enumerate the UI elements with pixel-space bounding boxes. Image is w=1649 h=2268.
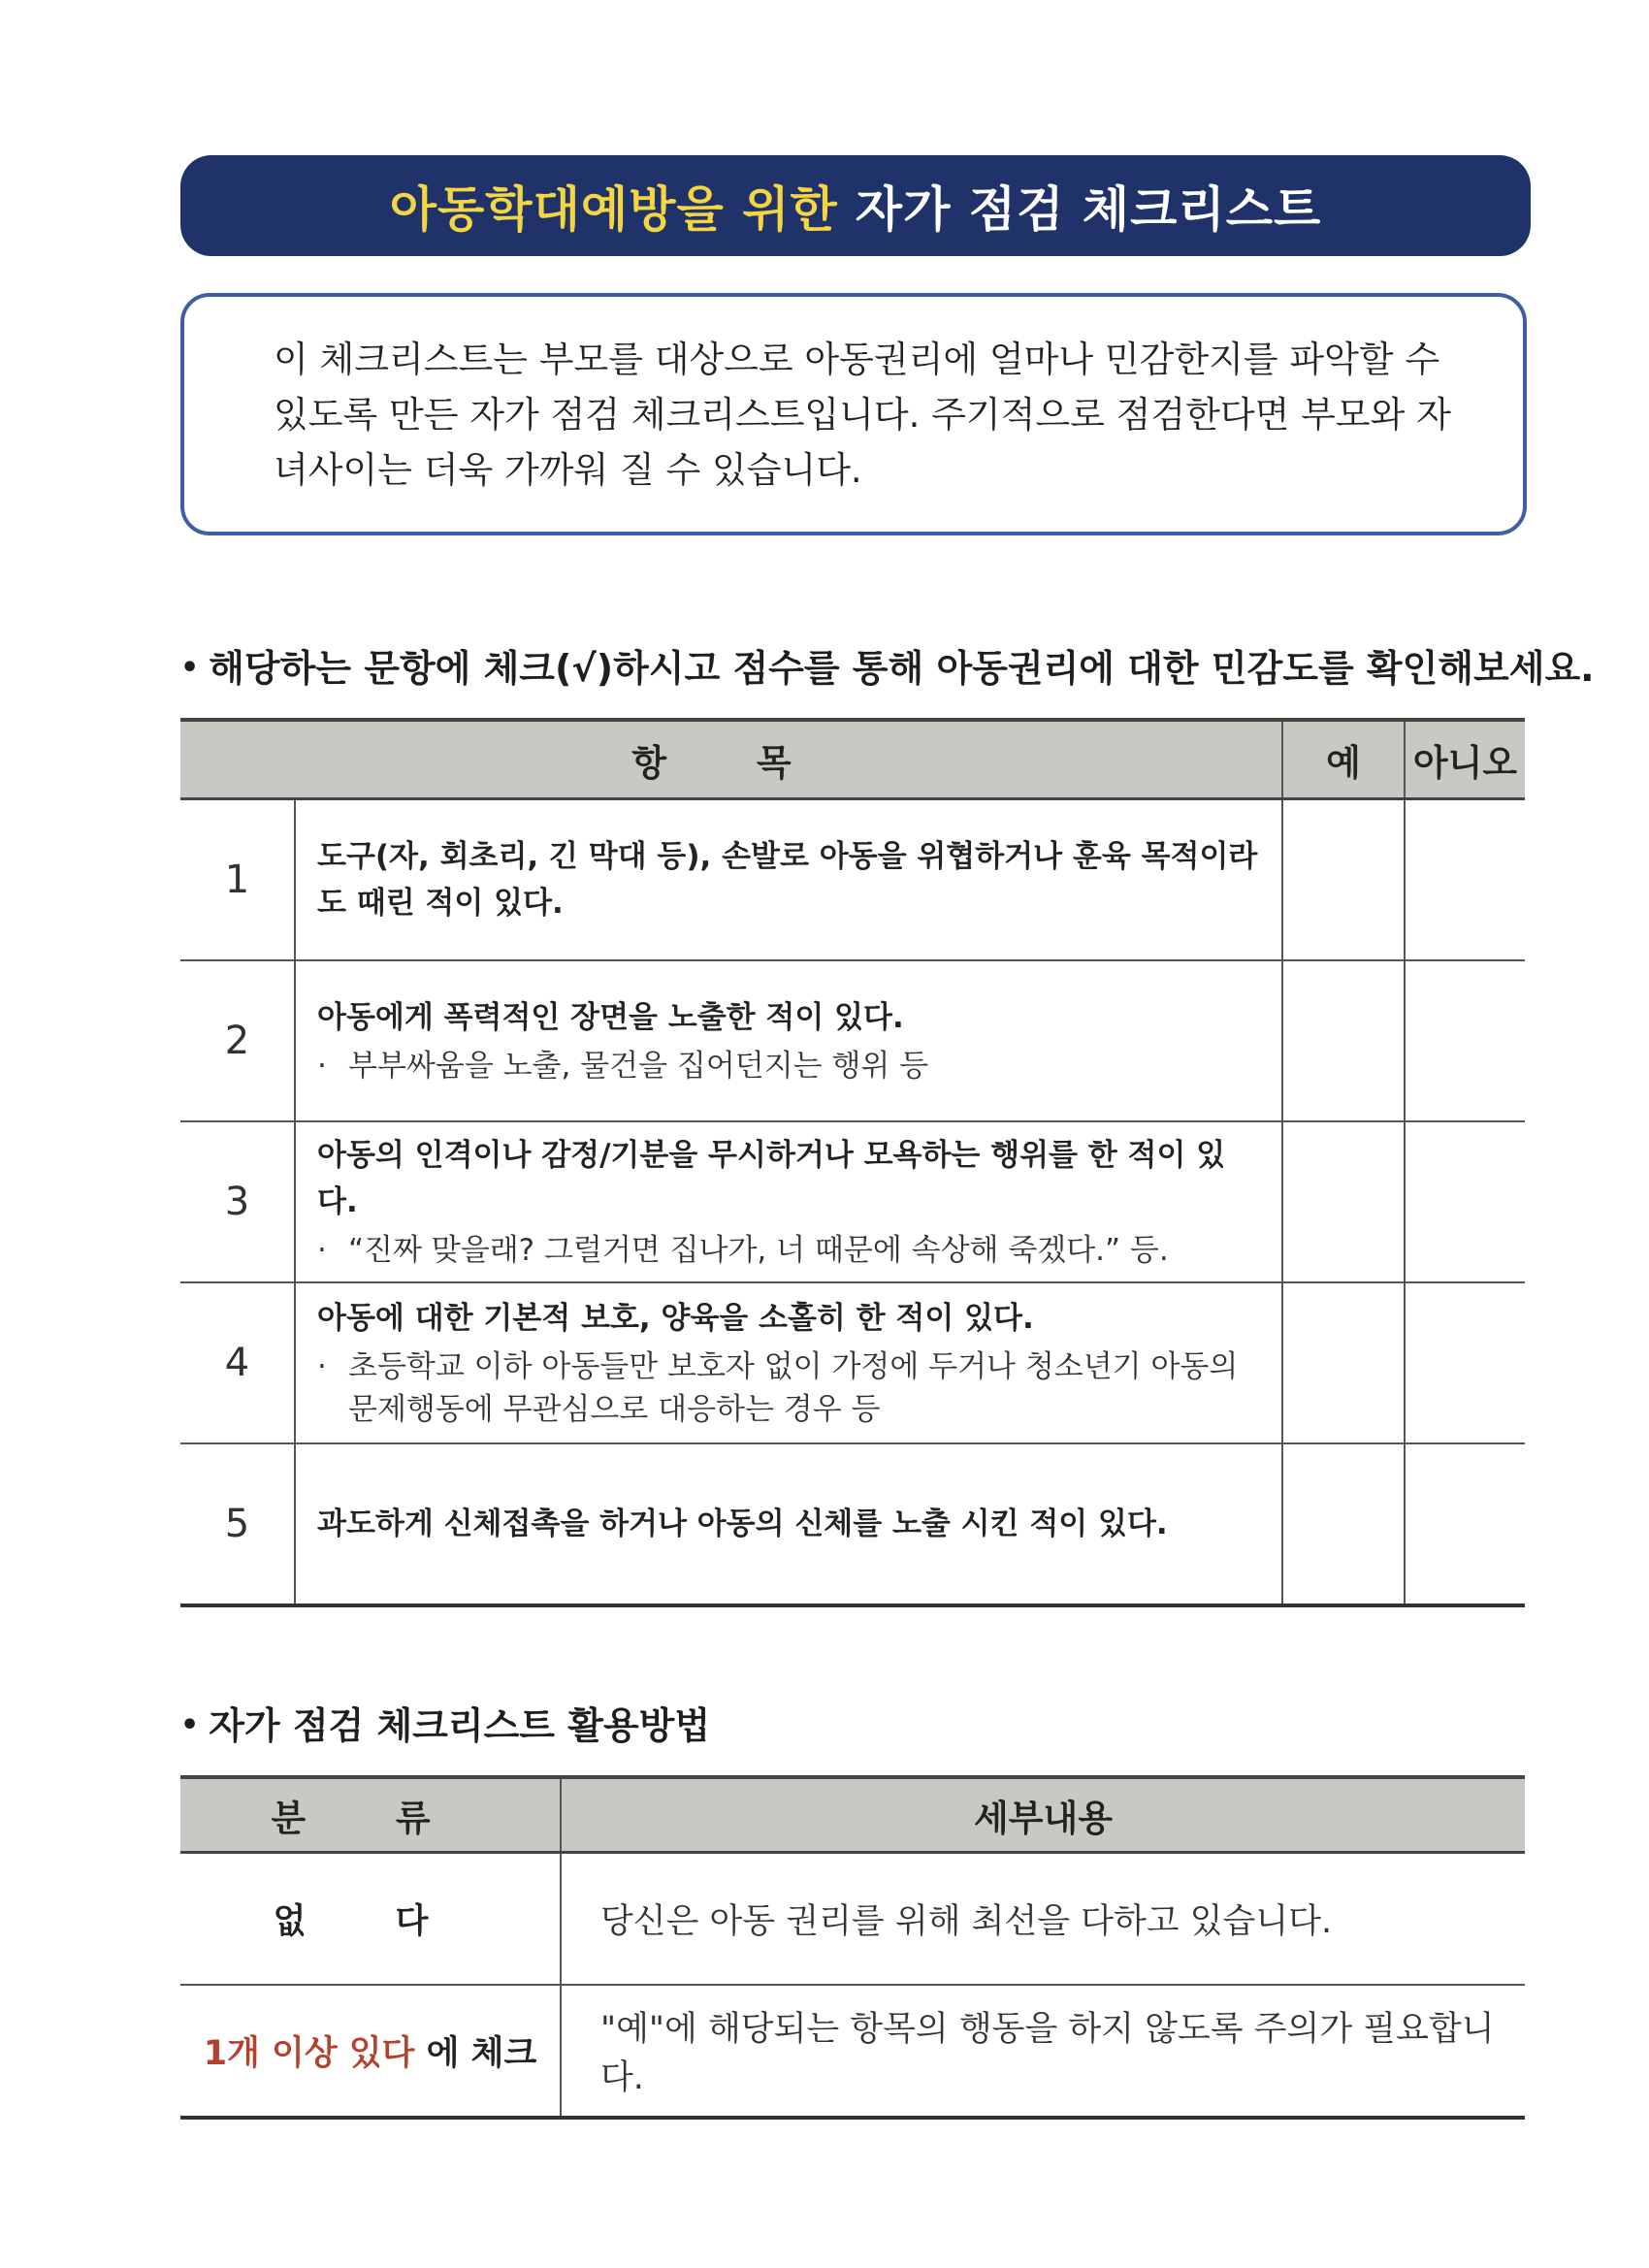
table-row <box>180 799 1525 961</box>
no-check-cell[interactable] <box>1405 1443 1525 1605</box>
header-item: 항 목 <box>180 720 1282 799</box>
header-no: 아니오 <box>1405 720 1525 799</box>
row-item <box>295 960 1282 1121</box>
row-item <box>295 1443 1282 1605</box>
header-category: 분 류 <box>180 1777 561 1853</box>
item-sub: · 부부싸움을 노출, 물건을 집어던지는 행위 등 <box>317 1049 929 1084</box>
row-number: 3 <box>180 1121 295 1282</box>
instruction-text: 해당하는 문항에 체크(√)하시고 점수를 통해 아동권리에 대한 민감도를 확인해보세요. <box>209 647 1595 690</box>
row-number: 5 <box>180 1443 295 1605</box>
category-red-text: 1개 이상 있다 <box>203 2034 415 2073</box>
detail-cell: "예"에 해당되는 항목의 행동을 하지 않도록 주의가 필요합니다. <box>561 1985 1525 2118</box>
no-check-cell[interactable] <box>1405 960 1525 1121</box>
header-yes: 예 <box>1282 720 1405 799</box>
table-row <box>180 1853 1525 1986</box>
item-main: 도구(자, 회초리, 긴 막대 등), 손발로 아동을 위협하거나 훈육 목적이라도 때린 적이 있다. <box>317 839 1258 921</box>
bullet-icon: • <box>180 1708 200 1742</box>
yes-check-cell[interactable] <box>1282 1443 1405 1605</box>
table-row <box>180 960 1525 1121</box>
item-main: 아동에게 폭력적인 장면을 노출한 적이 있다. <box>317 1000 904 1035</box>
item-main: 과도하게 신체접촉을 하거나 아동의 신체를 노출 시킨 적이 있다. <box>317 1507 1168 1541</box>
category-cell <box>180 1985 561 2118</box>
yes-check-cell[interactable] <box>1282 960 1405 1121</box>
title-highlight: 아동학대예방을 위한 <box>389 181 838 238</box>
checklist-table <box>180 718 1525 1607</box>
title-rest: 자가 점검 체크리스트 <box>855 181 1322 238</box>
intro-text: 이 체크리스트는 부모를 대상으로 아동권리에 얼마나 민감한지를 파악할 수 있도록 만든 자가 점검 체크리스트입니다. 주기적으로 점검한다면 부모와 자녀사이는 더욱 가까워 질 수 있습니다. <box>274 339 1451 491</box>
checklist-header-row <box>180 720 1525 799</box>
yes-check-cell[interactable] <box>1282 1121 1405 1282</box>
item-main: 아동에 대한 기본적 보호, 양육을 소홀히 한 적이 있다. <box>317 1301 1034 1336</box>
section-instruction <box>180 638 1595 692</box>
row-item <box>295 1121 1282 1282</box>
title-banner <box>180 155 1531 256</box>
row-item <box>295 799 1282 961</box>
usage-header-row <box>180 1777 1525 1853</box>
table-row <box>180 1985 1525 2118</box>
item-sub: · 초등학교 이하 아동들만 보호자 없이 가정에 두거나 청소년기 아동의 문제행동에 무관심으로 대응하는 경우 등 <box>317 1349 1239 1427</box>
row-number: 4 <box>180 1282 295 1443</box>
no-check-cell[interactable] <box>1405 1121 1525 1282</box>
table-row <box>180 1443 1525 1605</box>
bullet-icon: • <box>180 651 200 685</box>
no-check-cell[interactable] <box>1405 1282 1525 1443</box>
category-cell: 없 다 <box>180 1853 561 1986</box>
item-sub: · “진짜 맞을래? 그럴거면 집나가, 너 때문에 속상해 죽겠다.” 등. <box>317 1233 1169 1268</box>
yes-check-cell[interactable] <box>1282 1282 1405 1443</box>
usage-title: 자가 점검 체크리스트 활용방법 <box>209 1704 711 1747</box>
detail-cell: 당신은 아동 권리를 위해 최선을 다하고 있습니다. <box>561 1853 1525 1986</box>
header-detail: 세부내용 <box>561 1777 1525 1853</box>
usage-table <box>180 1775 1525 2120</box>
intro-box <box>180 293 1527 535</box>
category-suffix: 에 체크 <box>426 2034 537 2073</box>
yes-check-cell[interactable] <box>1282 799 1405 961</box>
row-number: 2 <box>180 960 295 1121</box>
no-check-cell[interactable] <box>1405 799 1525 961</box>
item-main: 아동의 인격이나 감정/기분을 무시하거나 모욕하는 행위를 한 적이 있다. <box>317 1138 1226 1219</box>
table-row <box>180 1121 1525 1282</box>
table-row <box>180 1282 1525 1443</box>
section-usage <box>180 1696 710 1749</box>
row-item <box>295 1282 1282 1443</box>
row-number: 1 <box>180 799 295 961</box>
